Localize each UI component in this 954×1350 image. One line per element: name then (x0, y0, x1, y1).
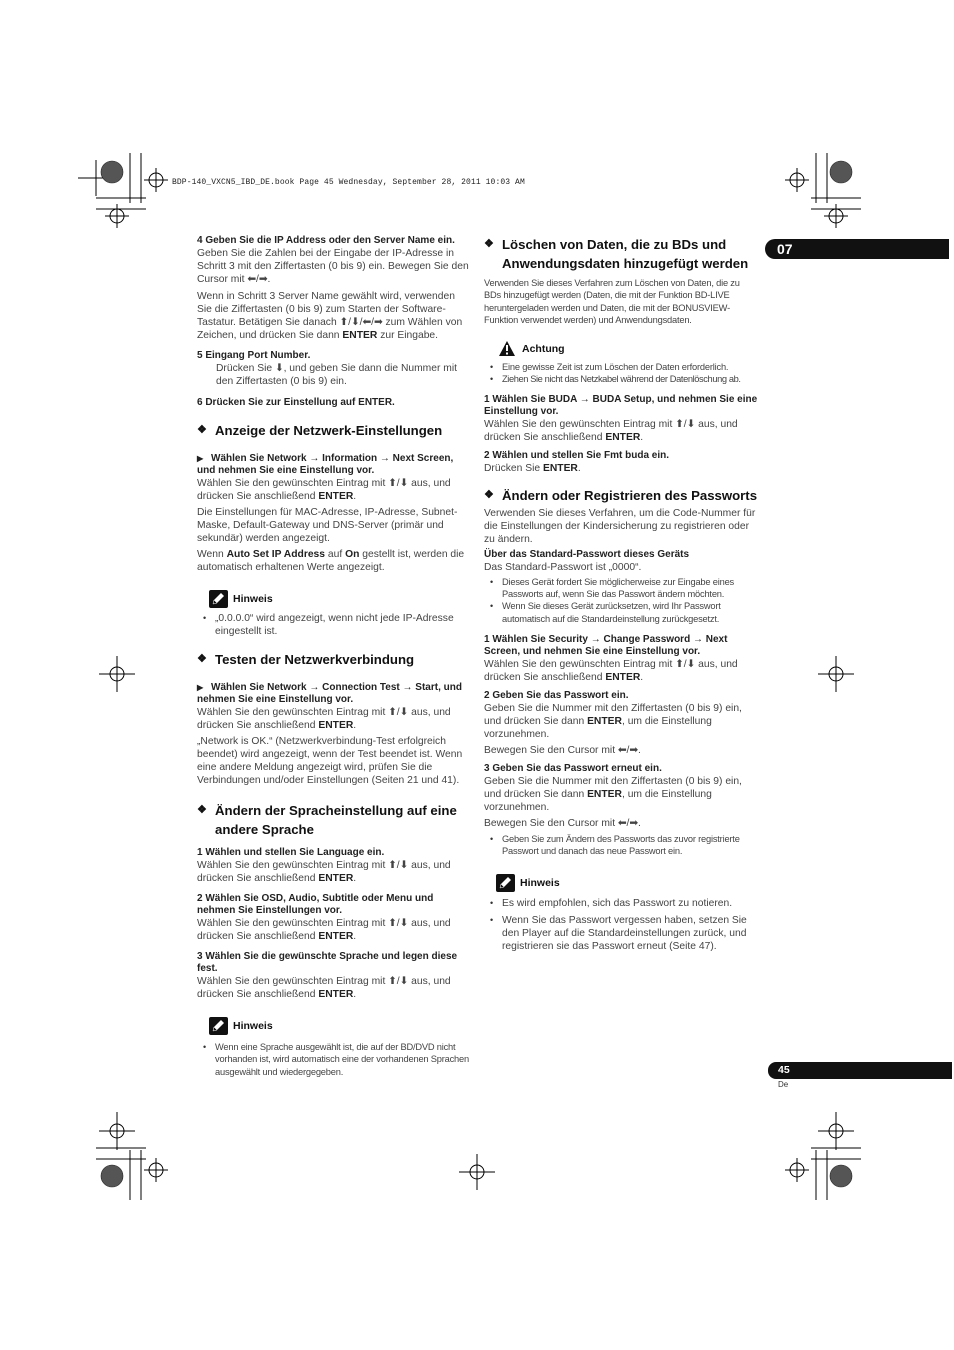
paragraph: Wählen Sie den gewünschten Eintrag mit ⬆/⬇ aus, und drücken Sie anschließend ENTER. (197, 707, 451, 731)
paragraph: Wenn Auto Set IP Address auf On gestellt ist, werden die automatisch erhaltenen Werte angezeigt. (197, 549, 465, 573)
step-title: 4 Geben Sie die IP Address oder den Server Name ein. (197, 235, 455, 246)
triangle-right-icon: ▶ (197, 683, 204, 692)
list-item: • „0.0.0.0“ wird angezeigt, wenn nicht jede IP-Adresse eingestellt ist. (203, 613, 454, 637)
note-heading: Hinweis (209, 1017, 471, 1035)
chapter-tab: 07 (765, 239, 949, 259)
step-title: 5 Eingang Port Number. (197, 350, 311, 361)
paragraph: Wenn in Schritt 3 Server Name gewählt wird, verwenden Sie die Ziffertasten (0 bis 9) zum Starten der Software-Tastatur. Betätigen Sie danach ⬆/⬇/⬅/➡ zum Wählen von Zeichen, und drücken Sie dann ENTER zur Eingabe. (197, 291, 463, 341)
pencil-note-icon (496, 874, 515, 892)
right-column (484, 235, 758, 953)
pencil-note-icon (209, 1017, 228, 1035)
diamond-icon: ❖ (197, 424, 207, 436)
list-item: • Ziehen Sie nicht das Netzkabel während der Datenlöschung ab. (490, 374, 741, 385)
note-heading: Hinweis (496, 874, 758, 892)
paragraph: Bewegen Sie den Cursor mit ⬅/➡. (484, 817, 641, 829)
language-code: De (778, 1080, 789, 1089)
list-item: • Dieses Gerät fordert Sie möglicherweise zur Eingabe eines Passworts auf, wenn Sie das Passwort ändern möchten. (490, 576, 734, 600)
paragraph: Wählen Sie den gewünschten Eintrag mit ⬆/⬇ aus, und drücken Sie anschließend ENTER. (197, 976, 451, 1000)
paragraph: Die Einstellungen für MAC-Adresse, IP-Adresse, Subnet-Maske, Default-Gateway und DNS-Server (primär und sekundär) werden angezeigt. (197, 507, 458, 544)
caution-heading: Achtung (498, 340, 758, 357)
list-item: • Wenn Sie das Passwort vergessen haben, setzen Sie den Player auf die Standardeinstellungen zurück, und registrieren sie das Passwort erneut (Seite 47). (490, 914, 747, 952)
step-title: 1 Wählen und stellen Sie Language ein. (197, 847, 385, 858)
paragraph: Geben Sie die Nummer mit den Ziffertasten (0 bis 9) ein, und drücken Sie dann ENTER, um die Einstellung vorzunehmen. (484, 775, 742, 813)
step-title: 3 Geben Sie das Passwort erneut ein. (484, 762, 662, 774)
list-item: • Wenn eine Sprache ausgewählt ist, die auf der BD/DVD nicht vorhanden ist, wird automatisch eine der vorhandenen Sprachen ausgewählt und wiedergegeben. (203, 1042, 469, 1077)
step-title: 1 Wählen Sie Security → Change Password → Next Screen, und nehmen Sie eine Einstellung vor. (484, 633, 728, 657)
paragraph: Wählen Sie den gewünschten Eintrag mit ⬆/⬇ aus, und drücken Sie anschließend ENTER. (197, 478, 451, 502)
list-item: • Eine gewisse Zeit ist zum Löschen der Daten erforderlich. (490, 362, 729, 373)
step-title: 3 Wählen Sie die gewünschte Sprache und legen diese fest. (197, 951, 458, 974)
diamond-icon: ❖ (197, 653, 207, 665)
diamond-icon: ❖ (197, 804, 207, 816)
paragraph: Wählen Sie den gewünschten Eintrag mit ⬆/⬇ aus, und drücken Sie anschließend ENTER. (484, 418, 738, 443)
list-item: • Wenn Sie dieses Gerät zurücksetzen, wird Ihr Passwort automatisch auf die Standardeinstellung zurückgesetzt. (490, 601, 721, 624)
step-title: ▶ Wählen Sie Network → Information → Next Screen, und nehmen Sie eine Einstellung vor. (197, 453, 454, 476)
paragraph: „Network is OK.“ (Netzwerkverbindung-Test erfolgreich beendet) wird angezeigt, wenn der Test beendet ist. Wenn eine andere Meldung angezeigt wird, prüfen Sie die Verbindungen und/oder Einstellungen (Seiten 21 und 41). (197, 736, 463, 786)
print-header: BDP-140_VXCN5_IBD_DE.book Page 45 Wednesday, September 28, 2011 10:03 AM (172, 178, 525, 187)
step-title: ▶ Wählen Sie Network → Connection Test → Start, und nehmen Sie eine Einstellung vor. (197, 682, 462, 705)
paragraph: Bewegen Sie den Cursor mit ⬅/➡. (484, 744, 641, 756)
section-heading: ❖ Testen der Netzwerkverbindung (197, 652, 415, 667)
section-heading: ❖ Ändern oder Registrieren des Passworts (484, 487, 758, 503)
page-number: 45 (768, 1062, 952, 1079)
paragraph: Geben Sie die Nummer mit den Ziffertasten (0 bis 9) ein, und drücken Sie dann ENTER, um die Einstellung vorzunehmen. (484, 702, 742, 740)
section-heading: ❖ Anzeige der Netzwerk-Einstellungen (197, 423, 443, 438)
paragraph: Drücken Sie ENTER. (484, 462, 581, 474)
paragraph: Drücken Sie ⬇, und geben Sie dann die Nummer mit den Ziffertasten (0 bis 9) ein. (216, 363, 458, 387)
step-title: 1 Wählen Sie BUDA → BUDA Setup, und nehmen Sie eine Einstellung vor. (484, 393, 758, 417)
diamond-icon: ❖ (484, 238, 494, 250)
list-item: • Es wird empfohlen, sich das Passwort zu notieren. (490, 897, 733, 909)
paragraph: Wählen Sie den gewünschten Eintrag mit ⬆/⬇ aus, und drücken Sie anschließend ENTER. (484, 658, 738, 683)
paragraph: Geben Sie die Zahlen bei der Eingabe der IP-Adresse in Schritt 3 mit den Ziffertasten (0 bis 9) ein. Bewegen Sie den Cursor mit ⬅/➡. (197, 248, 469, 285)
warning-icon (498, 340, 516, 357)
step-title: 2 Wählen Sie OSD, Audio, Subtitle oder Menu und nehmen Sie Einstellungen vor. (197, 893, 434, 916)
paragraph: Verwenden Sie dieses Verfahren, um die Code-Nummer für die Einstellungen der Kindersicherung zu registrieren oder zu ändern. (484, 507, 756, 545)
left-column (197, 235, 471, 1078)
paragraph: Das Standard-Passwort ist „0000“. (484, 561, 642, 573)
list-item: • Geben Sie zum Ändern des Passworts das zuvor registrierte Passwort und danach das neue Passwort ein. (490, 833, 740, 857)
triangle-right-icon: ▶ (197, 454, 204, 463)
paragraph: Wählen Sie den gewünschten Eintrag mit ⬆/⬇ aus, und drücken Sie anschließend ENTER. (197, 918, 451, 942)
section-heading: ❖ Löschen von Daten, die zu BDs und Anwendungsdaten hinzugefügt werden (484, 237, 749, 271)
paragraph: Wählen Sie den gewünschten Eintrag mit ⬆/⬇ aus, und drücken Sie anschließend ENTER. (197, 860, 451, 884)
note-heading: Hinweis (209, 590, 471, 608)
step-title: 6 Drücken Sie zur Einstellung auf ENTER. (197, 397, 395, 408)
subheading: Über das Standard-Passwort dieses Geräts (484, 548, 690, 560)
step-title: 2 Geben Sie das Passwort ein. (484, 689, 629, 701)
pencil-note-icon (209, 590, 228, 608)
diamond-icon: ❖ (484, 488, 494, 501)
paragraph: Verwenden Sie dieses Verfahren zum Löschen von Daten, die zu BDs hinzugefügt werden (Daten, die mit der Funktion BD-LIVE heruntergeladen werden und Daten, die mit der BONUSVIEW-Funktion verwendet werden) und Anwendungsdaten. (484, 278, 740, 325)
step-title: 2 Wählen und stellen Sie Fmt buda ein. (484, 449, 670, 461)
section-heading: ❖ Ändern der Spracheinstellung auf eine andere Sprache (197, 803, 457, 837)
